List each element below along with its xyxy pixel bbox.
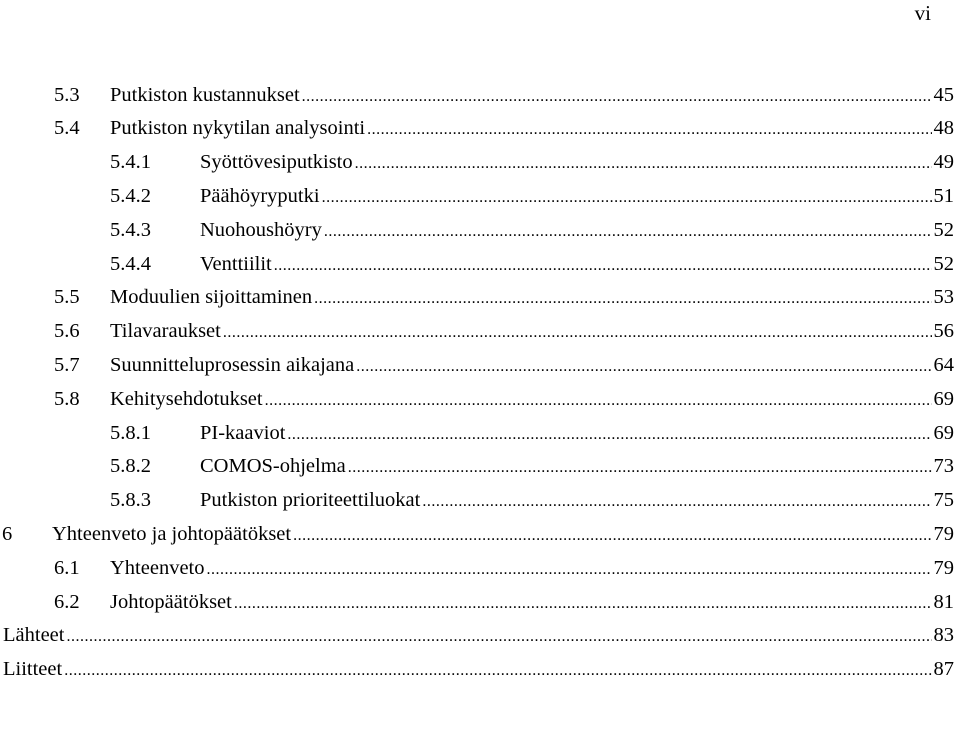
toc-entry[interactable] <box>0 179 954 213</box>
toc-entry-title: Moduulien sijoittaminen <box>110 286 313 309</box>
dot-leader <box>422 494 931 510</box>
toc-entry-body <box>110 558 954 579</box>
toc-entry-title: Venttiilit <box>200 252 272 275</box>
toc-entry-title: PI-kaaviot <box>200 421 286 444</box>
toc-entry-page: 87 <box>933 658 954 681</box>
dot-leader <box>64 663 931 679</box>
toc-entry-body <box>110 85 954 106</box>
toc-entry[interactable] <box>0 348 954 382</box>
toc-entry[interactable] <box>0 247 954 281</box>
toc-entry-title: Putkiston nykytilan analysointi <box>110 117 366 140</box>
toc-entry-page: 48 <box>933 117 954 140</box>
toc-entry-body <box>110 118 954 139</box>
toc-entry-number: 5.5 <box>54 286 80 309</box>
dot-leader <box>265 393 932 409</box>
toc-entry-page: 79 <box>933 523 954 545</box>
toc-entry[interactable] <box>0 484 954 518</box>
toc-entry-title: Yhteenveto <box>110 556 205 579</box>
toc-entry[interactable] <box>0 653 954 687</box>
toc-entry-title: Nuohoushöyry <box>200 218 322 241</box>
toc-entry-number: 5.8 <box>54 387 80 410</box>
toc-entry-body <box>110 355 954 376</box>
toc-entry-body <box>110 592 954 613</box>
toc-entry-page: 51 <box>933 185 954 208</box>
dot-leader <box>287 427 931 443</box>
toc-entry-number: 5.6 <box>54 320 80 343</box>
dot-leader <box>348 460 932 476</box>
dot-leader <box>207 562 932 578</box>
toc-entry-title: Syöttövesiputkisto <box>200 151 353 174</box>
toc-entry-number: 5.8.2 <box>110 455 151 478</box>
toc-entry-title: Yhteenveto ja johtopäätökset <box>52 523 292 545</box>
toc-entry-page: 73 <box>933 455 954 478</box>
toc-entry-body <box>110 389 954 410</box>
toc-entry-number: 6.1 <box>54 556 80 579</box>
toc-entry[interactable] <box>0 585 954 619</box>
toc-entry-title: Putkiston kustannukset <box>110 83 300 106</box>
toc-entry-body <box>52 524 954 545</box>
toc-entry-page: 52 <box>933 252 954 275</box>
dot-leader <box>274 258 932 274</box>
toc-entry-title: Putkiston prioriteettiluokat <box>200 489 421 512</box>
dot-leader <box>322 190 932 206</box>
dot-leader <box>234 596 932 612</box>
dot-leader <box>293 528 931 544</box>
toc-entry-page: 49 <box>933 151 954 174</box>
toc-entry-body <box>200 152 954 173</box>
toc-entry-number: 5.4 <box>54 117 80 140</box>
toc-entry-page: 52 <box>933 218 954 241</box>
toc-entry[interactable] <box>0 213 954 247</box>
toc-entry-page: 53 <box>933 286 954 309</box>
toc-entry-page: 64 <box>933 354 954 377</box>
toc-entry-body <box>200 186 954 207</box>
toc-entry-body <box>200 220 954 241</box>
dot-leader <box>356 359 931 375</box>
toc-entry-number: 6 <box>2 523 13 545</box>
toc-entry[interactable] <box>0 382 954 416</box>
dot-leader <box>66 629 931 645</box>
toc-entry-body <box>200 254 954 275</box>
toc-entry[interactable] <box>0 315 954 349</box>
page-number: vi <box>914 1 931 25</box>
toc-entry-title: Johtopäätökset <box>110 590 232 613</box>
toc-entry[interactable] <box>0 450 954 484</box>
toc-entry-page: 79 <box>933 556 954 579</box>
toc-entry-page: 83 <box>933 624 954 647</box>
dot-leader <box>302 89 932 105</box>
toc-entry-number: 5.4.3 <box>110 218 151 241</box>
toc-entry-body <box>200 423 954 444</box>
toc-entry-title: COMOS-ohjelma <box>200 455 346 478</box>
toc-entry-number: 5.3 <box>54 83 80 106</box>
toc-entry-title: Kehitysehdotukset <box>110 387 263 410</box>
toc-entry[interactable] <box>0 551 954 585</box>
toc-entry-number: 5.7 <box>54 354 80 377</box>
toc-entry-body <box>3 625 954 646</box>
toc-entry-number: 5.4.1 <box>110 151 151 174</box>
toc-entry[interactable] <box>0 78 954 112</box>
toc-entry-page: 56 <box>933 320 954 343</box>
toc-entry[interactable] <box>0 281 954 315</box>
toc-entry[interactable] <box>0 517 954 551</box>
toc-entry-number: 5.4.4 <box>110 252 151 275</box>
dot-leader <box>355 156 932 172</box>
toc-entry-page: 75 <box>933 489 954 512</box>
toc-entry-page: 69 <box>933 387 954 410</box>
toc-entry-number: 6.2 <box>54 590 80 613</box>
dot-leader <box>324 224 932 240</box>
toc-entry-body <box>3 659 954 680</box>
toc-entry-title: Suunnitteluprosessin aikajana <box>110 354 355 377</box>
toc-entry-page: 45 <box>933 83 954 106</box>
toc-entry[interactable] <box>0 619 954 653</box>
toc-entry-number: 5.8.1 <box>110 421 151 444</box>
dot-leader <box>223 325 932 341</box>
toc-entry-page: 69 <box>933 421 954 444</box>
toc-entry-body <box>110 287 954 308</box>
toc-entry-title: Lähteet <box>3 624 65 647</box>
toc-entry-body <box>200 456 954 477</box>
table-of-contents <box>0 78 954 686</box>
toc-entry-title: Tilavaraukset <box>110 320 221 343</box>
toc-entry[interactable] <box>0 112 954 146</box>
dot-leader <box>367 122 931 138</box>
toc-entry-body <box>110 321 954 342</box>
toc-entry-page: 81 <box>933 590 954 613</box>
toc-entry-title: Liitteet <box>3 658 63 681</box>
toc-entry-number: 5.4.2 <box>110 185 151 208</box>
toc-entry[interactable] <box>0 146 954 180</box>
toc-entry-body <box>200 490 954 511</box>
dot-leader <box>314 291 931 307</box>
toc-entry[interactable] <box>0 416 954 450</box>
toc-entry-title: Päähöyryputki <box>200 185 320 208</box>
toc-entry-number: 5.8.3 <box>110 489 151 512</box>
